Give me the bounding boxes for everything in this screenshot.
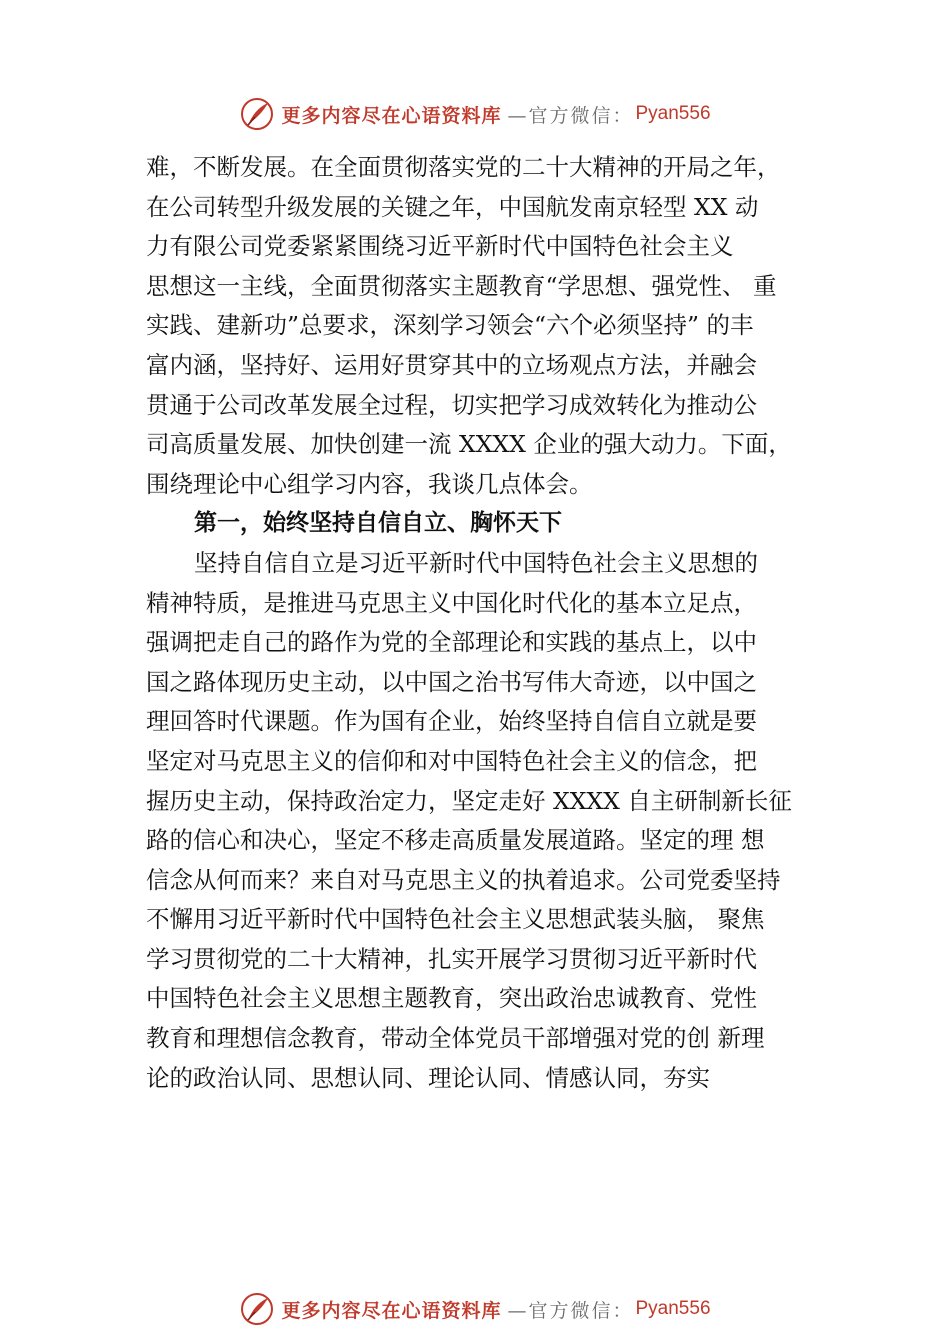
feather-quill-icon (239, 96, 275, 132)
watermark-red-text: 更多内容尽在心语资料库 (281, 104, 502, 127)
document-body (146, 148, 836, 1098)
text-line: 难，不断发展。在全面贯彻落实党的二十大精神的开局之年， (146, 153, 781, 181)
text-line: 不懈用习近平新时代中国特色社会主义思想武装头脑， 聚焦 (146, 905, 765, 934)
text-line: 强调把走自己的路作为党的全部理论和实践的基点上，以中 (146, 628, 757, 657)
text-line: 学习贯彻党的二十大精神，扎实开展学习贯彻习近平新时代 (146, 944, 757, 973)
footer-watermark-banner (0, 1287, 950, 1331)
text-line: 力有限公司党委紧紧围绕习近平新时代中国特色社会主义 (146, 232, 734, 261)
text-line: 在公司转型升级发展的关键之年，中国航发南京轻型 XX 动 (146, 192, 759, 221)
text-line: 理回答时代课题。作为国有企业，始终坚持自信自立就是要 (146, 707, 757, 736)
text-line: 信念从何而来？来自对马克思主义的执着追求。公司党委坚持 (146, 865, 781, 894)
watermark-red-text: 更多内容尽在心语资料库 (281, 1299, 502, 1322)
text-line: 中国特色社会主义思想主题教育，突出政治忠诚教育、党性 (146, 984, 757, 1013)
text-line: 路的信心和决心，坚定不移走高质量发展道路。坚定的理 想 (146, 826, 765, 855)
text-line: 握历史主动，保持政治定力，坚定走好 XXXX 自主研制新长征 (146, 786, 792, 815)
text-line: 实践、建新功”总要求，深刻学习领会“六个必须坚持” 的丰 (146, 311, 754, 340)
text-line: 论的政治认同、思想认同、理论认同、情感认同，夯实 (146, 1063, 710, 1092)
section-heading: 第一，始终坚持自信自立、胸怀天下 (194, 510, 562, 537)
paragraph-2 (146, 544, 836, 1098)
paragraph-1 (146, 148, 836, 504)
watermark-wechat-id: Pyan556 (635, 1298, 711, 1319)
text-line: 坚定对马克思主义的信仰和对中国特色社会主义的信念，把 (146, 746, 757, 775)
text-line: 贯通于公司改革发展全过程，切实把学习成效转化为推动公 (146, 390, 757, 419)
text-line: 司高质量发展、加快创建一流 XXXX 企业的强大动力。下面， (146, 430, 792, 459)
header-watermark-banner (0, 92, 950, 136)
text-line: 国之路体现历史主动，以中国之治书写伟大奇迹，以中国之 (146, 667, 757, 696)
text-line: 教育和理想信念教育，带动全体党员干部增强对党的创 新理 (146, 1024, 765, 1053)
text-line: 富内涵，坚持好、运用好贯穿其中的立场观点方法，并融会 (146, 350, 757, 379)
feather-quill-icon (239, 1291, 275, 1327)
text-line: 精神特质，是推进马克思主义中国化时代化的基本立足点， (146, 588, 757, 617)
watermark-gray-text: —官方微信： (507, 1299, 634, 1322)
text-line: 坚持自信自立是习近平新时代中国特色社会主义思想的 (194, 548, 758, 577)
watermark-wechat-id: Pyan556 (635, 103, 711, 124)
text-line: 思想这一主线，全面贯彻落实主题教育“学思想、强党性、 重 (146, 271, 777, 300)
text-line: 围绕理论中心组学习内容，我谈几点体会。 (146, 469, 593, 498)
watermark-gray-text: —官方微信： (507, 104, 634, 127)
